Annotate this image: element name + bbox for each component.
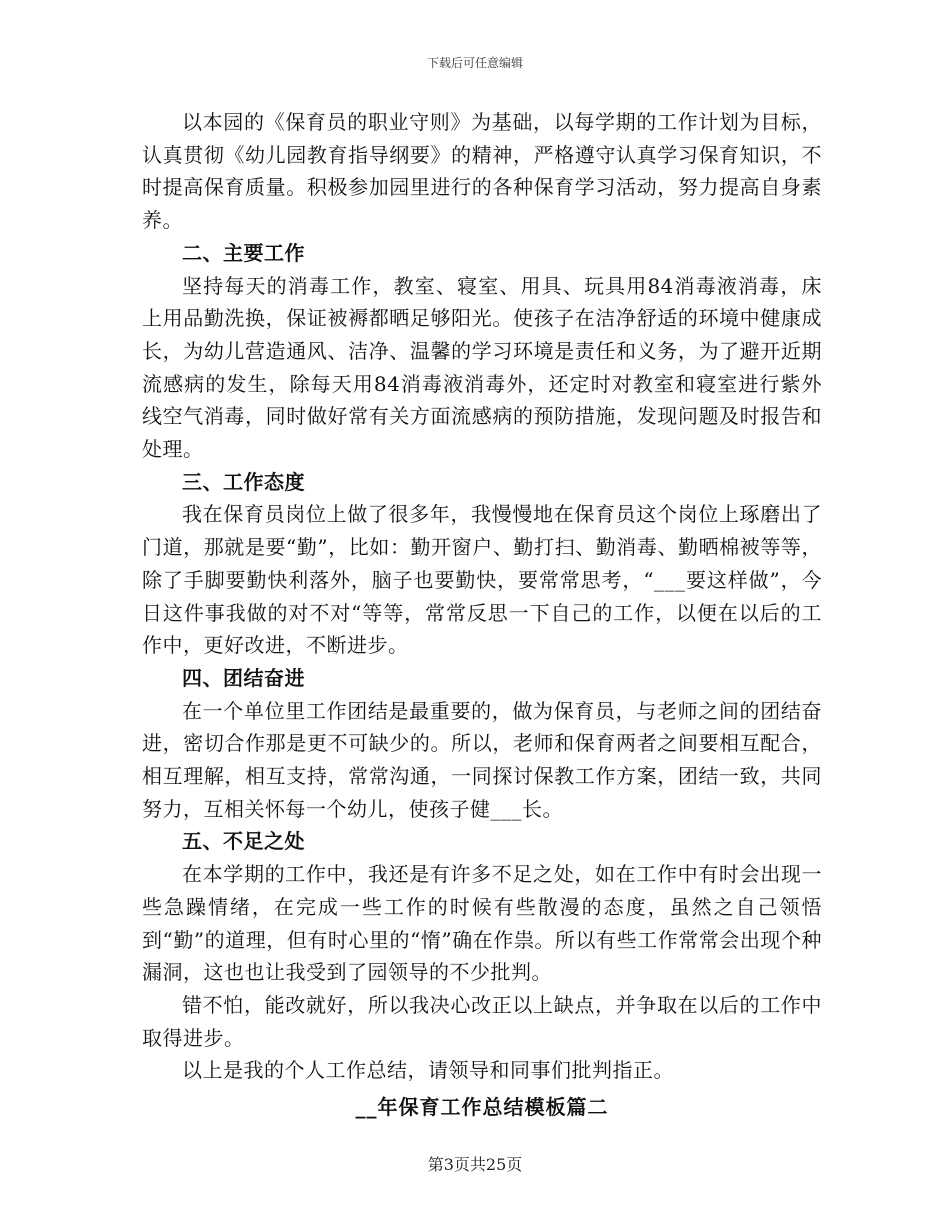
page-number: 第3页共25页 [427, 1155, 523, 1174]
heading-work-attitude: 三、工作态度 [182, 469, 305, 494]
heading-shortcomings: 五、不足之处 [182, 829, 305, 854]
section-title: __年保育工作总结模板篇二 [355, 1095, 609, 1120]
paragraph-intro: 以本园的《保育员的职业守则》为基础，以每学期的工作计划为目标，认真贯彻《幼儿园教育指导纲要》的精神，严格遵守认真学习保育知识，不时提高保育质量。积极参加园里进行的各种保育学习活动，努力提高自身素养。 [142, 110, 822, 233]
document-body [142, 106, 822, 1124]
paragraph-shortcomings: 在本学期的工作中，我还是有许多不足之处，如在工作中有时会出现一些急躁情绪，在完成一些工作的时候有些散漫的态度，虽然之自己领悟到“勤”的道理，但有时心里的“惰”确在作祟。所以有些工作常常会出现个种漏洞，这也也让我受到了园领导的不少批判。 [142, 862, 822, 985]
paragraph-main-work: 坚持每天的消毒工作，教室、寝室、用具、玩具用84消毒液消毒，床上用品勤洗换，保证被褥都晒足够阳光。使孩子在洁净舒适的环境中健康成长，为幼儿营造通风、洁净、温馨的学习环境是责任和义务，为了避开近期流感病的发生，除每天用84消毒液消毒外，还定时对教室和寝室进行紫外线空气消毒，同时做好常有关方面流感病的预防措施，发现问题及时报告和处理。 [142, 273, 822, 462]
heading-unity: 四、团结奋进 [182, 665, 305, 690]
paragraph-unity: 在一个单位里工作团结是最重要的，做为保育员，与老师之间的团结奋进，密切合作那是更不可缺少的。所以，老师和保育两者之间要相互配合，相互理解，相互支持，常常沟通，一同探讨保教工作方案，团结一致，共同努力，互相关怀每一个幼儿，使孩子健___长。 [142, 698, 822, 821]
heading-main-work: 二、主要工作 [182, 240, 305, 265]
paragraph-closing: 以上是我的个人工作总结，请领导和同事们批判指正。 [182, 1058, 674, 1083]
paragraph-work-attitude: 我在保育员岗位上做了很多年，我慢慢地在保育员这个岗位上琢磨出了门道，那就是要“勤”，比如：勤开窗户、勤打扫、勤消毒、勤晒棉被等等，除了手脚要勤快利落外，脑子也要勤快，要常常思考，“___要这样做”，今日这件事我做的对不对“等等，常常反思一下自己的工作，以便在以后的工作中，更好改进，不断进步。 [142, 502, 822, 658]
paragraph-improvement: 错不怕，能改就好，所以我决心改正以上缺点，并争取在以后的工作中取得进步。 [142, 992, 822, 1050]
page-header: 下载后可任意编辑 [426, 56, 523, 70]
